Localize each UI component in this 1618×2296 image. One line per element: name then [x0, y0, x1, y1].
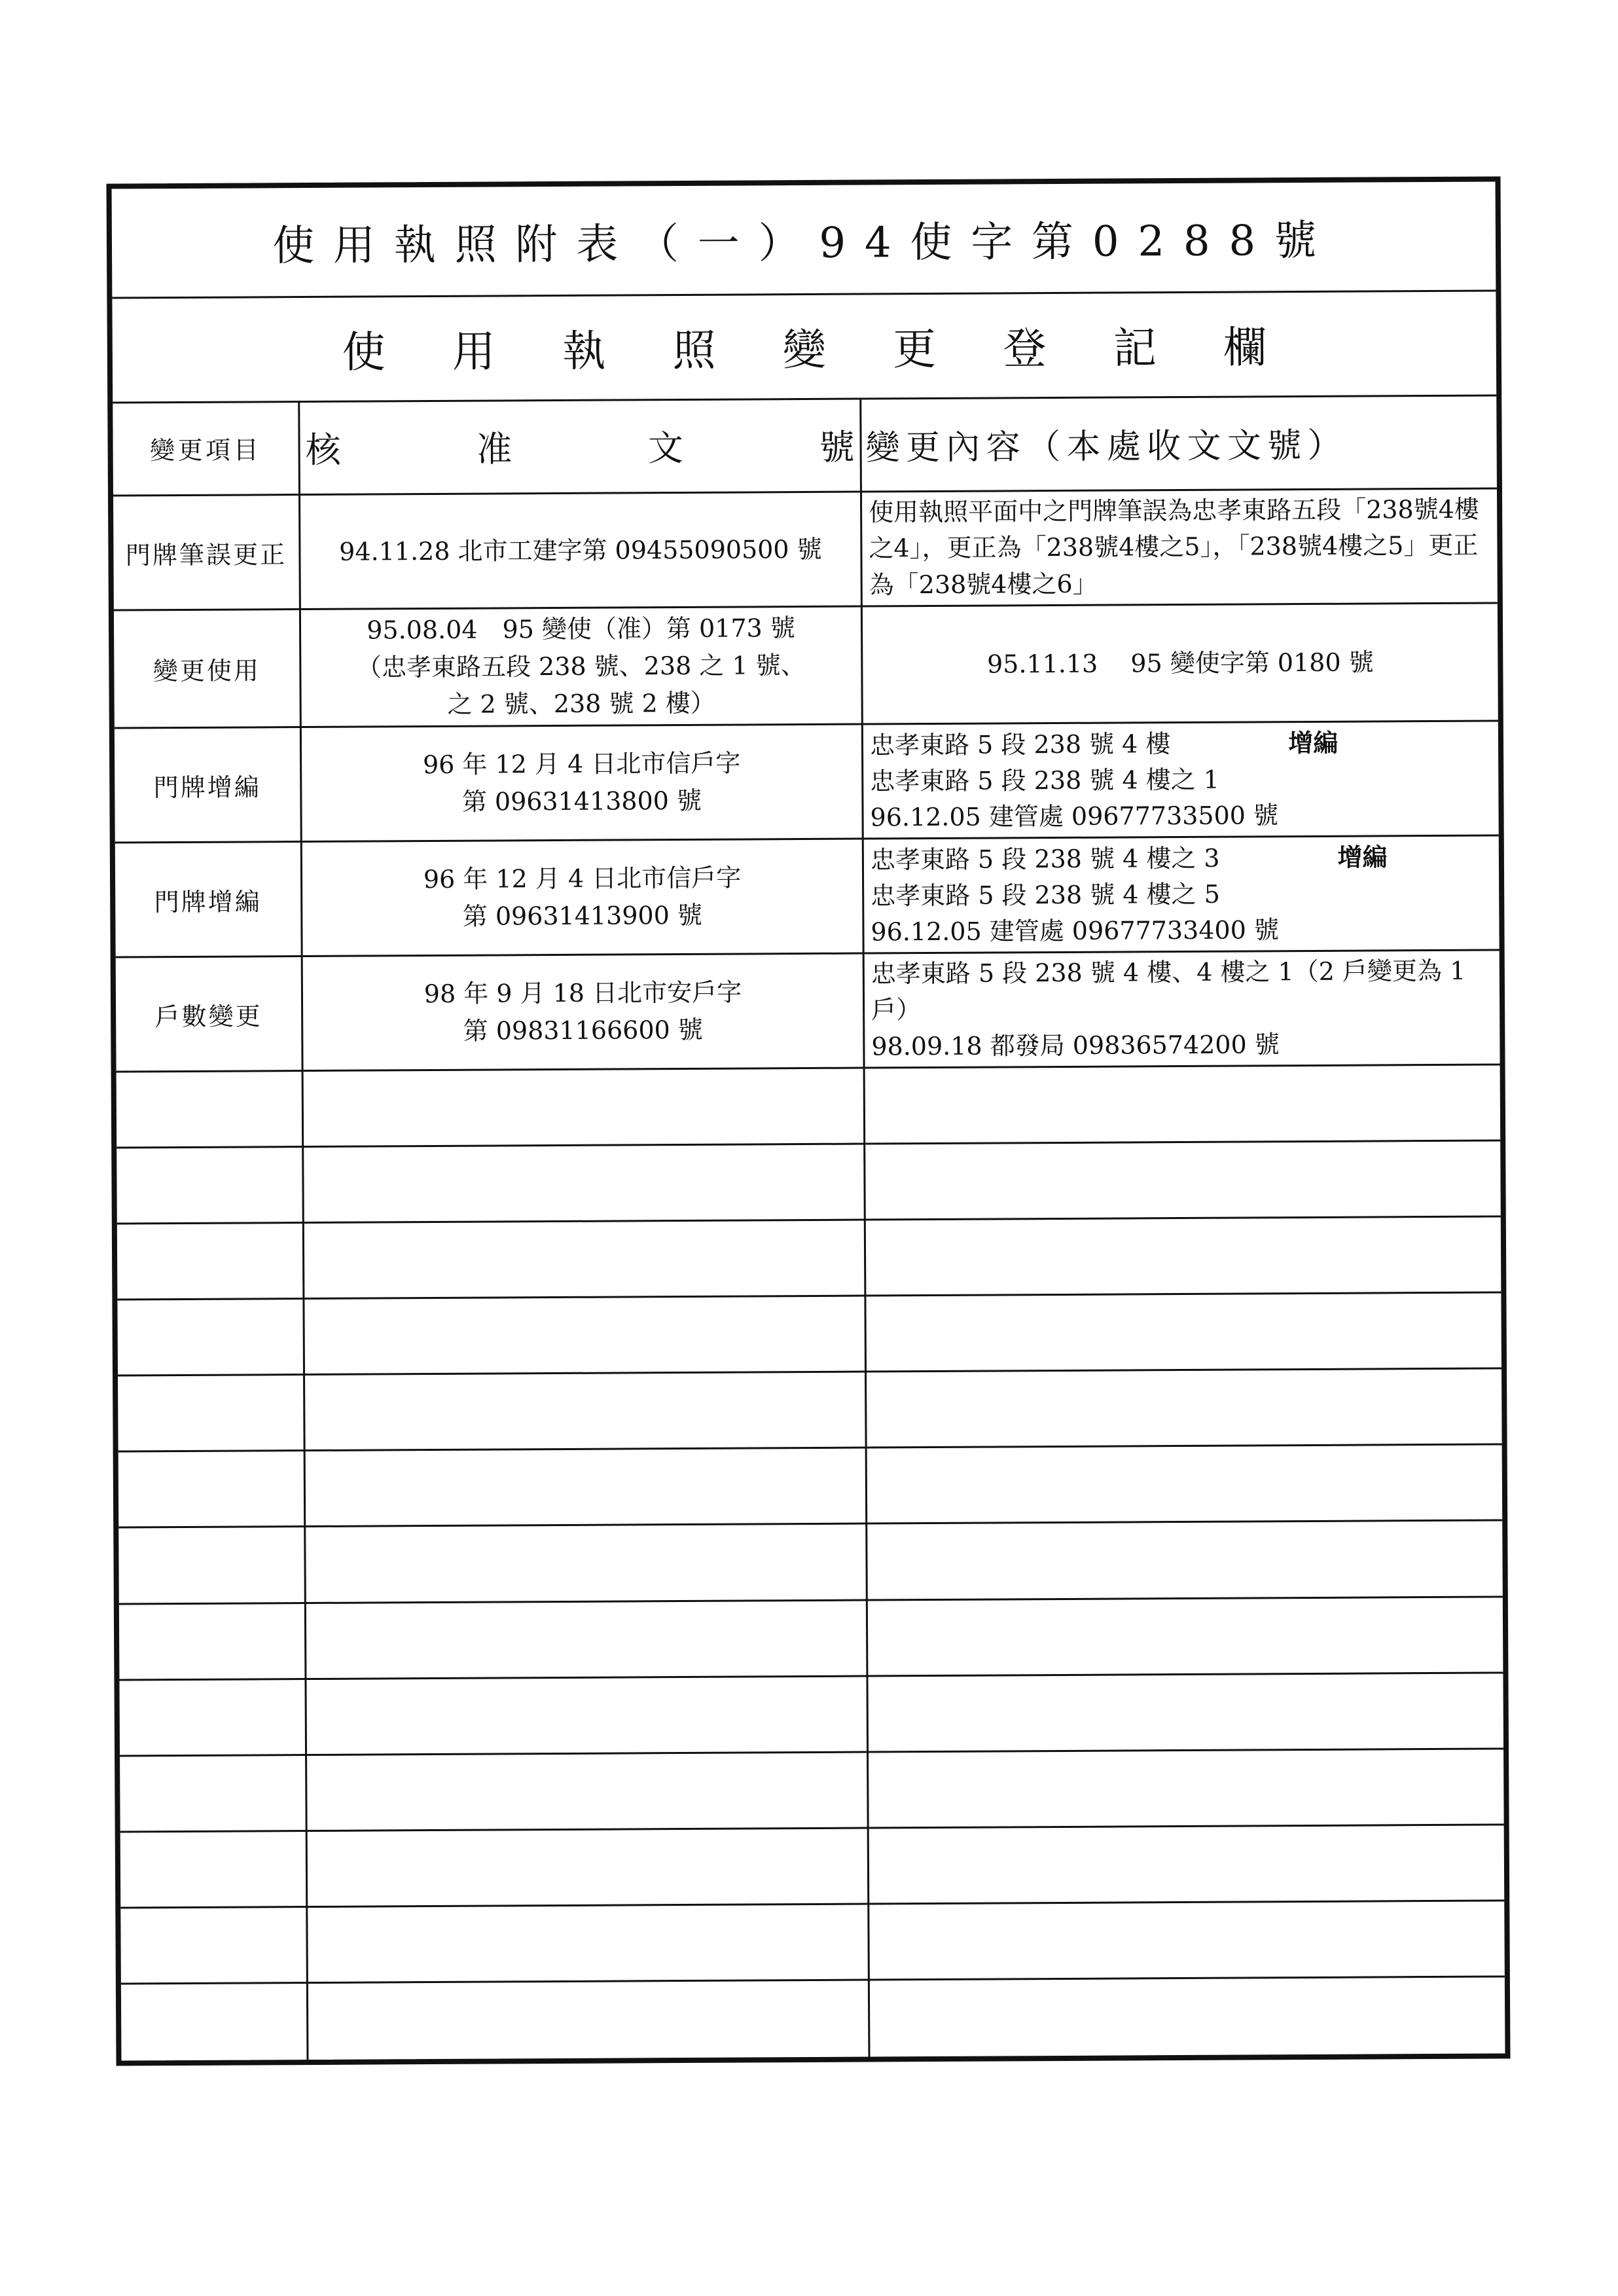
row-item-cell	[113, 496, 301, 611]
empty-content-cell	[868, 1673, 1503, 1753]
empty-approval-cell	[305, 1373, 867, 1452]
empty-content-cell	[869, 1749, 1504, 1829]
row-content-cell	[863, 721, 1499, 839]
approval-line: 第 09631413800 號	[461, 786, 702, 816]
approval-line: 95.08.04 95 變使（准）第 0173 號	[367, 613, 795, 645]
header-approval-char: 號	[819, 426, 855, 468]
header-item	[113, 401, 300, 496]
row-item-label: 門牌增編	[154, 886, 262, 917]
content-line: 忠孝東路 5 段 238 號 4 樓之 3	[870, 843, 1220, 875]
row-item-label: 變更使用	[153, 656, 261, 686]
license-sheet	[106, 176, 1510, 2066]
empty-approval-cell	[306, 1601, 869, 1680]
row-approval-cell	[302, 840, 865, 957]
empty-content-cell	[869, 1825, 1505, 1904]
empty-approval-cell	[307, 1753, 869, 1832]
approval-line: 94.11.28 北市工建字第 09455090500 號	[339, 534, 822, 566]
empty-item-cell	[117, 1148, 304, 1225]
content-line: 忠孝東路 5 段 238 號 4 樓之 1	[870, 765, 1220, 796]
row-item-cell	[115, 728, 302, 843]
empty-approval-cell	[304, 1145, 866, 1224]
empty-content-cell	[868, 1597, 1503, 1677]
row-approval-cell	[301, 608, 863, 728]
change-registry-table	[113, 394, 1505, 2060]
empty-item-cell	[117, 1224, 305, 1301]
empty-approval-cell	[304, 1297, 867, 1376]
row-item-label: 門牌增編	[153, 772, 262, 802]
header-content-label: 變更內容（本處收文文號）	[865, 426, 1348, 468]
change-tag: 增編	[1337, 842, 1388, 872]
approval-line: （忠孝東路五段 238 號、238 之 1 號、	[356, 651, 806, 682]
content-line: 忠孝東路 5 段 238 號 4 樓、4 樓之 1（2 戶變更為 1 戶）	[871, 957, 1466, 1025]
content-line: 使用執照平面中之門牌筆誤為忠孝東路五段「238號4樓之4」，更正為「238號4樓之5」，「238號4樓之5」更正為「238號4樓之6」	[869, 494, 1479, 600]
header-approval-char: 核	[305, 429, 341, 471]
document-subtitle: 使用執照變更登記欄	[342, 321, 1334, 378]
empty-approval-cell	[304, 1069, 866, 1148]
content-line: 忠孝東路 5 段 238 號 4 樓	[869, 729, 1171, 760]
approval-line: 96 年 12 月 4 日北市信戶字	[422, 748, 741, 780]
row-approval-cell	[300, 493, 863, 610]
content-line: 96.12.05 建管處 09677733500 號	[870, 801, 1279, 832]
empty-item-cell	[118, 1451, 306, 1529]
approval-line: 第 09831166600 號	[463, 1015, 703, 1046]
empty-approval-cell	[308, 1904, 870, 1984]
empty-item-cell	[117, 1300, 305, 1377]
row-item-cell	[115, 843, 303, 958]
header-content	[861, 394, 1497, 492]
content-line: 98.09.18 都發局 09836574200 號	[871, 1029, 1280, 1061]
header-approval-char: 准	[476, 428, 512, 470]
empty-item-cell	[118, 1376, 306, 1453]
change-tag: 增編	[1288, 727, 1339, 758]
row-item-label: 戶數變更	[154, 1001, 262, 1031]
empty-approval-cell	[306, 1525, 868, 1604]
empty-approval-cell	[308, 1980, 871, 2060]
empty-content-cell	[865, 1142, 1501, 1221]
content-line-with-tag	[870, 725, 1339, 764]
document-title: 使用執照附表（一）94使字第0288號	[272, 216, 1335, 270]
empty-content-cell	[867, 1446, 1503, 1525]
content-line: 忠孝東路 5 段 238 號 4 樓之 5	[871, 879, 1220, 911]
content-line-with-tag	[871, 839, 1388, 878]
empty-item-cell	[117, 1072, 304, 1149]
empty-content-cell	[867, 1370, 1502, 1449]
empty-content-cell	[867, 1522, 1503, 1601]
empty-content-cell	[865, 1065, 1501, 1144]
empty-item-cell	[121, 1984, 309, 2061]
header-approval-char: 文	[647, 427, 684, 469]
row-item-label: 門牌筆誤更正	[125, 539, 287, 570]
row-content-cell	[862, 489, 1498, 607]
approval-line: 第 09631413900 號	[462, 900, 703, 931]
empty-approval-cell	[306, 1677, 869, 1756]
empty-item-cell	[120, 1908, 308, 1985]
approval-line: 98 年 9 月 18 日北市安戶字	[423, 977, 742, 1009]
approval-line: 之 2 號、238 號 2 樓）	[447, 688, 715, 719]
header-item-label: 變更項目	[149, 435, 262, 465]
row-item-cell	[114, 610, 302, 729]
empty-content-cell	[866, 1218, 1501, 1297]
empty-approval-cell	[304, 1221, 867, 1300]
document-title-row	[112, 181, 1496, 299]
empty-content-cell	[870, 1977, 1505, 2056]
empty-item-cell	[120, 1756, 308, 1833]
empty-approval-cell	[306, 1449, 868, 1528]
content-line: 95.11.13 95 變使字第 0180 號	[986, 647, 1374, 679]
row-approval-cell	[303, 955, 865, 1072]
document-subtitle-row	[112, 289, 1496, 403]
row-item-cell	[116, 957, 304, 1072]
row-content-cell	[863, 604, 1498, 725]
empty-item-cell	[119, 1604, 307, 1681]
empty-item-cell	[120, 1832, 308, 1909]
empty-content-cell	[866, 1294, 1501, 1373]
approval-line: 96 年 12 月 4 日北市信戶字	[423, 863, 742, 894]
header-approval	[300, 398, 862, 496]
empty-content-cell	[869, 1901, 1505, 1980]
empty-item-cell	[119, 1680, 307, 1757]
content-line: 96.12.05 建管處 09677733400 號	[871, 915, 1280, 947]
row-content-cell	[864, 836, 1500, 954]
empty-approval-cell	[308, 1829, 870, 1908]
row-content-cell	[865, 951, 1500, 1068]
row-approval-cell	[302, 725, 864, 843]
empty-item-cell	[118, 1527, 306, 1605]
